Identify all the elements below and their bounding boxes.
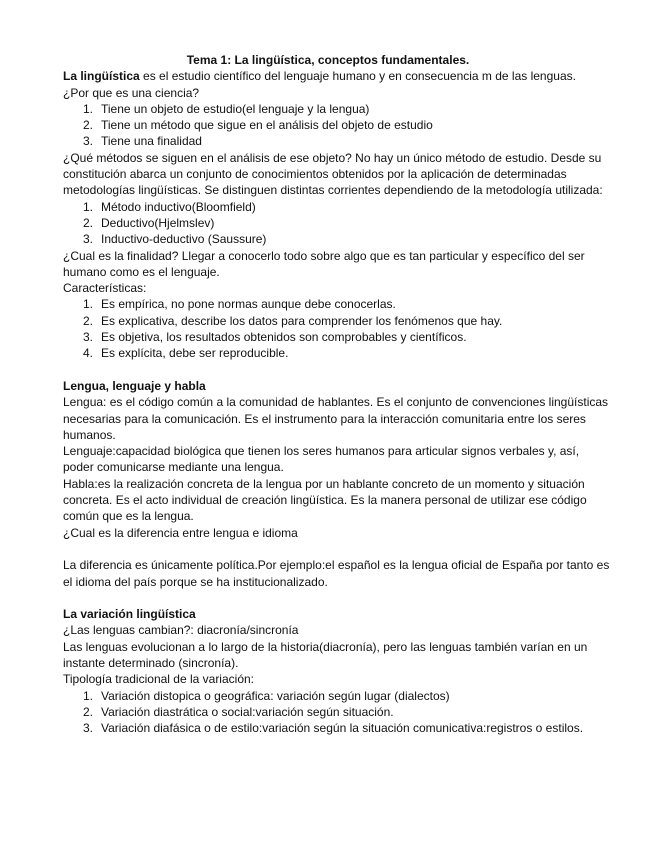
metodos-list [63,199,593,248]
lengua-definition-line: humanos. [63,427,116,442]
habla-definition-line: Habla:es la realización concreta de la lengua por un hablante concreto de un momento y situación [63,476,585,491]
list-item: 2. Tiene un método que sigue en el análisis del objeto de estudio [83,118,433,133]
metodos-paragraph-line: ¿Qué métodos se siguen en el análisis de ese objeto? No hay un único método de estudio. Desde su [63,150,602,165]
evolucion-paragraph-line: Las lenguas evolucionan a lo largo de la historia(diacronía), pero las lenguas también varían en un [63,639,588,654]
lengua-definition-line: necesarias para la comunicación. Es el instrumento para la interacción comunitaria entre los seres [63,411,586,426]
lenguaje-definition-line: Lenguaje:capacidad biológica que tienen los seres humanos para articular signos verbales y, así, [63,444,580,459]
list-item: 1. Tiene un objeto de estudio(el lenguaje y la lengua) [83,101,370,116]
list-item: 4. Es explícita, debe ser reproducible. [83,346,289,361]
cambian-question: ¿Las lenguas cambian?: diacronía/sincronía [63,623,299,638]
list-item: 3. Inductivo-deductivo (Saussure) [83,232,267,247]
metodos-paragraph-line: constitución abarca un conjunto de conocimientos obtenidos por la aplicación de determinadas [63,167,567,182]
intro-paragraph [63,68,593,84]
lengua-definition-line: Lengua: es el código común a la comunidad de hablantes. Es el conjunto de convenciones lingüísticas [63,395,609,410]
lenguaje-definition-line: poder comunicarse mediante una lengua. [63,460,284,475]
section-heading-lengua: Lengua, lenguaje y habla [63,378,206,393]
spacer [63,541,593,557]
list-item: 3. Es objetiva, los resultados obtenidos son comprobables y científicos. [83,330,467,345]
finalidad-paragraph-line: humano como es el lenguaje. [63,264,220,279]
list-item: 2. Deductivo(Hjelmslev) [83,215,215,230]
section-heading-variacion: La variación lingüística [63,607,196,622]
list-item: 1. Método inductivo(Bloomfield) [83,199,256,214]
spacer [63,590,593,606]
document-page [63,52,610,736]
habla-definition-line: común que es la lengua. [63,509,194,524]
idioma-question: ¿Cual es la diferencia entre lengua e idioma [63,525,298,540]
intro-rest: es el estudio científico del lenguaje humano y en consecuencia m de las lenguas. [139,69,576,84]
idioma-answer-line: La diferencia es únicamente política.Por ejemplo:el español es la lengua oficial de España por tanto es [63,558,610,573]
ciencia-question: ¿Por que es una ciencia? [63,85,200,100]
metodos-paragraph-line: metodologías lingüísticas. Se distinguen distintas corrientes dependiendo de la metodología utilizada: [63,183,603,198]
spacer [63,362,593,378]
caracteristicas-label: Características: [63,281,147,296]
list-item: 1. Variación distopica o geográfica: variación según lugar (dialectos) [83,688,450,703]
habla-definition-line: concreta. Es el acto individual de creación lingüística. Es la manera personal de utilizar ese código [63,493,587,508]
list-item: 1. Es empírica, no pone normas aunque debe conocerlas. [83,297,396,312]
list-item: 2. Es explicativa, describe los datos para comprender los fenómenos que hay. [83,313,503,328]
intro-term: La lingüística [63,69,140,84]
tipologia-label: Tipología tradicional de la variación: [63,672,254,687]
evolucion-paragraph-line: instante determinado (sincronía). [63,655,239,670]
idioma-answer-line: el idioma del país porque se ha institucionalizado. [63,574,328,589]
list-item: 2. Variación diastrática o social:variación según situación. [83,704,394,719]
ciencia-list [63,101,593,150]
document-title: Tema 1: La lingüística, conceptos fundamentales. [186,53,470,67]
finalidad-paragraph-line: ¿Cual es la finalidad? Llegar a conocerlo todo sobre algo que es tan particular y específico del ser [63,248,585,263]
tipologia-list [63,688,593,737]
list-item: 3. Variación diafásica o de estilo:variación según la situación comunicativa:registros o estilos. [83,721,584,736]
caracteristicas-list [63,296,593,361]
list-item: 3. Tiene una finalidad [83,134,202,149]
